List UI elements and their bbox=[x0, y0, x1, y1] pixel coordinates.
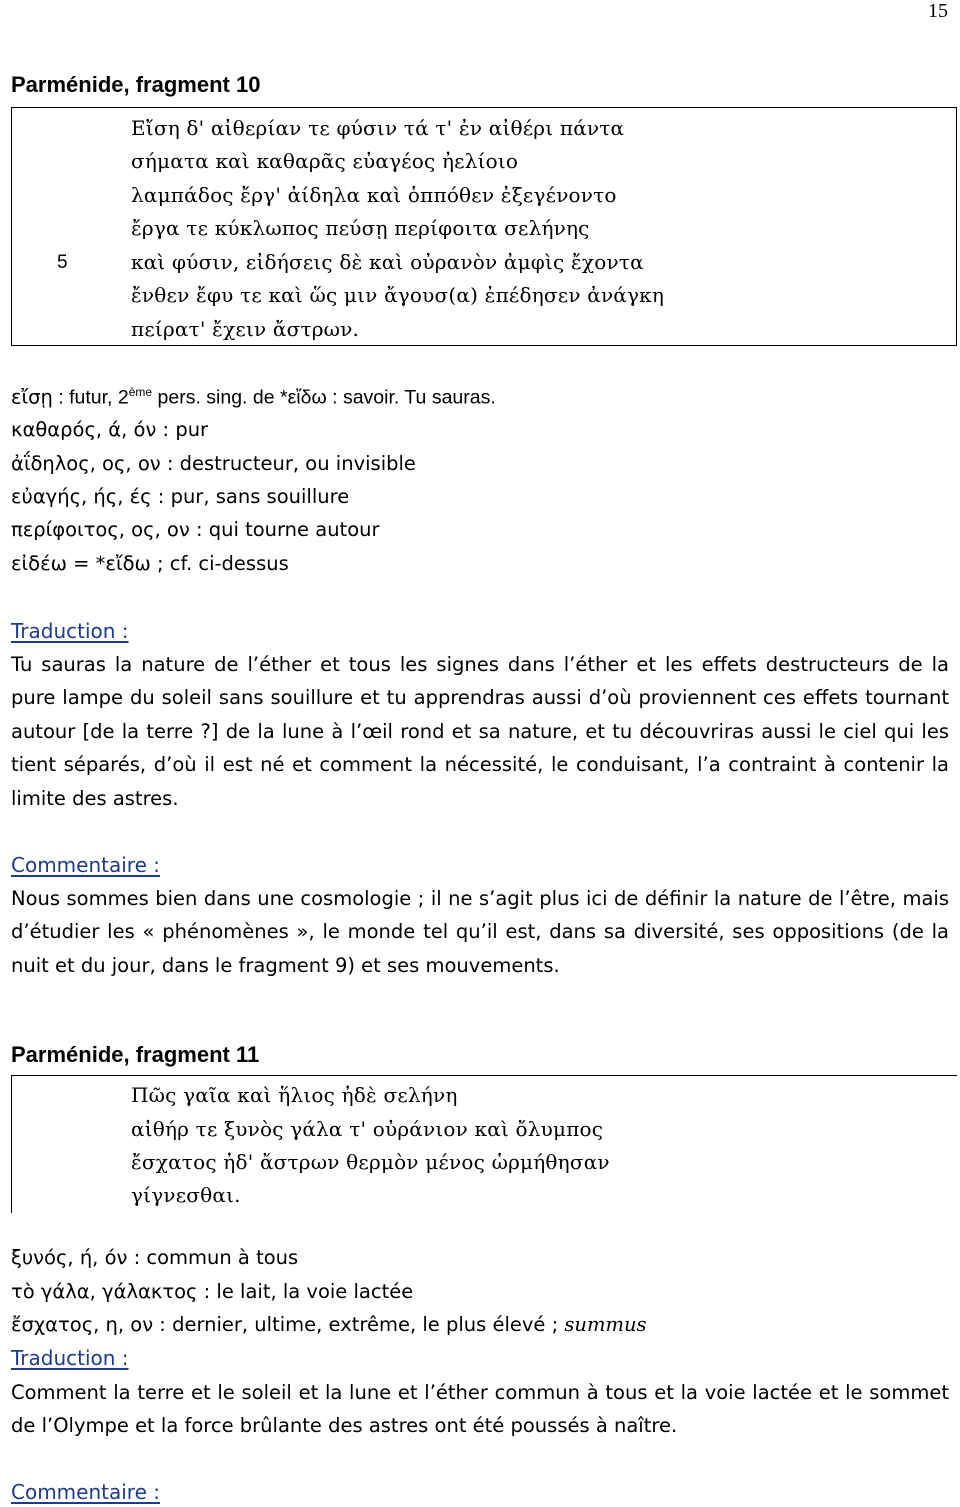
vocab-line: περίφοιτος, ος, ον : qui tourne autour bbox=[11, 518, 380, 541]
latin-term: summus bbox=[564, 1313, 647, 1336]
fragment-10-title: Parménide, fragment 10 bbox=[11, 72, 261, 97]
verse-number: 5 bbox=[57, 252, 68, 273]
commentaire-label: Commentaire : bbox=[11, 853, 160, 877]
vocab-definition: ἔσχατος, η, ον : dernier, ultime, extrême, le plus élevé ; bbox=[11, 1313, 565, 1336]
verse-line: καὶ φύσιν, εἰδήσεις δὲ καὶ οὐρανὸν ἀμφὶς ἔχοντα bbox=[131, 250, 644, 274]
verse-line: γίγνεσθαι. bbox=[131, 1183, 241, 1207]
vocab-line: εὐαγής, ής, ές : pur, sans souillure bbox=[11, 485, 350, 508]
traduction-label: Traduction : bbox=[11, 619, 129, 643]
verse-line: ἔργα τε κύκλωπος πεύσῃ περίφοιτα σελήνης bbox=[131, 216, 590, 240]
fragment-11-title: Parménide, fragment 11 bbox=[11, 1042, 260, 1067]
traduction-text: Tu sauras la nature de l’éther et tous les signes dans l’éther et les effets destructeurs de la pure lampe du soleil sans souillure et tu apprendras aussi d’où proviennent ces effets tournant autour [de la terre ?] de la lune à l’œil rond et sa nature, et tu découvriras aussi le ciel qui les tient séparés, d’où il est né et comment la nécessité, le conduisant, l’a contraint à contenir la limite des astres. bbox=[11, 653, 949, 810]
traduction-text: Comment la terre et le soleil et la lune et l’éther commun à tous et la voie lactée et le sommet de l’Olympe et la force brûlante des astres ont été poussés à naître. bbox=[11, 1381, 949, 1438]
page-number: 15 bbox=[928, 0, 948, 22]
vocab-line bbox=[11, 385, 496, 410]
verse-line: σήματα καὶ καθαρᾶς εὐαγέος ἠελίοιο bbox=[131, 149, 519, 173]
vocab-line bbox=[11, 1313, 647, 1336]
verse-line: ἔσχατος ἠδ' ἄστρων θερμὸν μένος ὡρμήθησαν bbox=[131, 1150, 610, 1174]
traduction-label: Traduction : bbox=[11, 1346, 129, 1370]
vocab-line: τὸ γάλα, γάλακτος : le lait, la voie lactée bbox=[11, 1280, 414, 1303]
verse-line: Πῶς γαῖα καὶ ἥλιος ἠδὲ σελήνη bbox=[131, 1083, 458, 1107]
vocab-line: εἰδέω = *εἴδω ; cf. ci-dessus bbox=[11, 552, 289, 575]
verse-line: ἔνθεν ἔφυ τε καὶ ὥς μιν ἄγουσ(α) ἐπέδησεν ἀνάγκη bbox=[131, 283, 665, 307]
vocab-term: εἴσῃ bbox=[11, 385, 53, 409]
vocab-line: ξυνός, ή, όν : commun à tous bbox=[11, 1246, 299, 1269]
verse-line: Εἴση δ' αἰθερίαν τε φύσιν τά τ' ἐν αἰθέρι πάντα bbox=[131, 116, 625, 140]
vocab-definition: pers. sing. de *εἴδω : savoir. Tu sauras. bbox=[152, 386, 496, 409]
verse-line: αἰθήρ τε ξυνὸς γάλα τ' οὐράνιον καὶ ὄλυμπος bbox=[131, 1117, 604, 1141]
commentaire-text: Nous sommes bien dans une cosmologie ; il ne s’agit plus ici de définir la nature de l’être, mais d’étudier les « phénomènes », le monde tel qu’il est, dans sa diversité, ses oppositions (de la nuit et du jour, dans le fragment 9) et ses mouvements. bbox=[11, 887, 949, 977]
verse-line: λαμπάδος ἔργ' ἀίδηλα καὶ ὁππόθεν ἐξεγένοντο bbox=[131, 183, 617, 207]
vocab-definition: : futur, 2 bbox=[52, 386, 129, 409]
superscript: ème bbox=[128, 385, 153, 399]
commentaire-label: Commentaire : bbox=[11, 1480, 160, 1504]
vocab-line: ἀΐδηλος, ος, ον : destructeur, ou invisible bbox=[11, 452, 416, 475]
vocab-line: καθαρός, ά, όν : pur bbox=[11, 418, 209, 441]
verse-line: πείρατ' ἔχειν ἄστρων. bbox=[131, 317, 360, 341]
